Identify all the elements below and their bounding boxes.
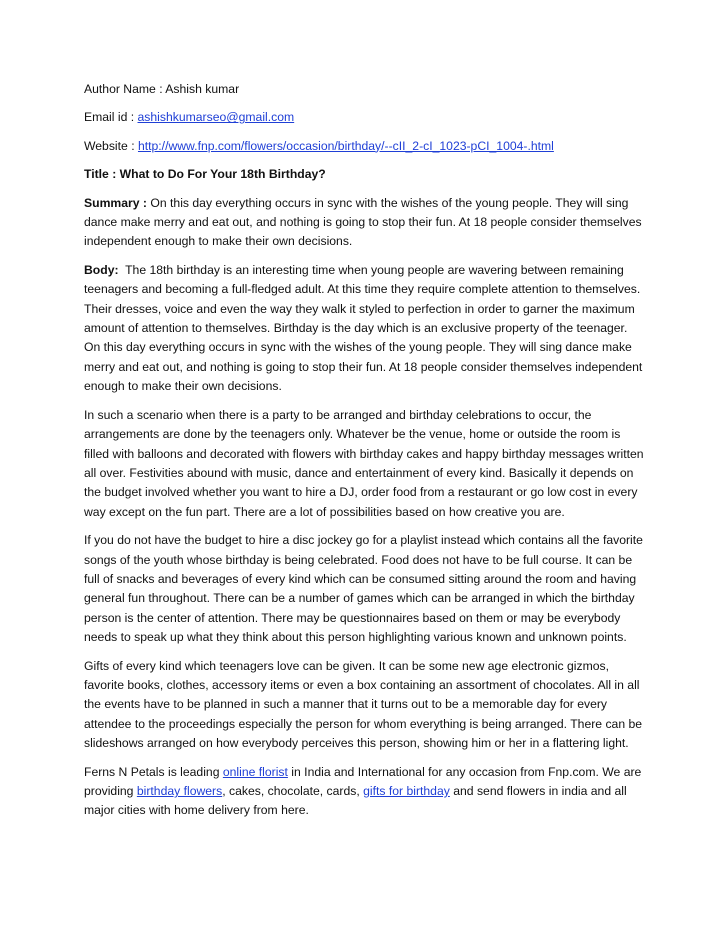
online-florist-link[interactable]: online florist <box>222 764 288 779</box>
summary-text: On this day everything occurs in sync with the wishes of the young people. They will sing dance make merry and eat out, and nothing is going to stop their fun. At 18 people consider themselves independent enough to make their own decisions. <box>84 195 642 249</box>
closing-text-4: and send flowers in india and all major cities with home delivery from here. <box>84 784 627 818</box>
author-line <box>84 80 646 99</box>
website-link[interactable]: http://www.fnp.com/flowers/occasion/birthday/--cII_2-cI_1023-pCI_1004-.html <box>137 138 554 153</box>
summary-paragraph <box>84 194 646 252</box>
closing-text-1: Ferns N Petals is leading <box>84 764 223 779</box>
body-paragraph <box>84 261 646 397</box>
body-label: Body: <box>84 262 119 277</box>
author-label: Author Name : <box>84 82 166 96</box>
document-page <box>84 80 646 830</box>
email-label: Email id : <box>84 110 138 125</box>
email-line <box>84 108 646 127</box>
gifts-for-birthday-link[interactable]: gifts for birthday <box>363 784 450 798</box>
summary-label: Summary : <box>84 195 151 210</box>
birthday-flowers-link[interactable]: birthday flowers <box>136 784 223 798</box>
paragraph-playlist: If you do not have the budget to hire a disc jockey go for a playlist instead which contains all the favorite songs of the youth whose birthday is being celebrated. Food does not have to be full course. It can be full of snacks and beverages of every kind which can be consumed sitting around the room and having general fun throughout. There can be a number of games which can be arranged in which the birthday person is the center of attention. There may be questionnaires based on them or may be everybody needs to speak up what they think about this person highlighting various known and unknown points. <box>84 533 643 645</box>
closing-text-3: , cakes, chocolate, cards, <box>222 784 364 798</box>
email-link[interactable]: ashishkumarseo@gmail.com <box>137 110 295 125</box>
paragraph-party: In such a scenario when there is a party to be arranged and birthday celebrations to occur, the arrangements are done by the teenagers only. Whatever be the venue, home or outside the room is filled with balloons and decorated with flowers with birthday cakes and happy birthday messages written all over. Festivities abound with music, dance and entertainment of every kind. Basically it depends on the budget involved whether you want to hire a DJ, order food from a restaurant or go low cost in every way except on the fun part. There are a lot of possibilities based on how creative you are. <box>84 407 644 519</box>
closing-text-2: in India and International for any occasion from Fnp.com. We are providing <box>84 764 642 798</box>
body-text: The 18th birthday is an interesting time when young people are wavering between remaining teenagers and becoming a full-fledged adult. At this time they require complete attention to themselves. Their dresses, voice and even the way they walk it styled to perfection in order to garner the maximum amount of attention to themselves. Birthday is the day which is an exclusive property of the teenager. On this day everything occurs in sync with the wishes of the young people. They will sing dance make merry and eat out, and nothing is going to stop their fun. At 18 people consider themselves independent enough to make their own decisions. <box>84 262 643 394</box>
article-title: Title : What to Do For Your 18th Birthday? <box>84 167 326 182</box>
closing-paragraph <box>84 763 646 821</box>
author-name: Ashish kumar <box>165 82 240 96</box>
paragraph-gifts: Gifts of every kind which teenagers love can be given. It can be some new age electronic gizmos, favorite books, clothes, accessory items or even a box containing an assortment of chocolates. All in all the events have to be planned in such a manner that it turns out to be a memorable day for every attendee to the proceedings especially the person for whom everything is being arranged. There can be slideshows arranged on how everybody perceives this person, showing him or her in a flattering light. <box>84 658 643 751</box>
website-label: Website : <box>84 138 138 153</box>
website-line <box>84 137 646 156</box>
